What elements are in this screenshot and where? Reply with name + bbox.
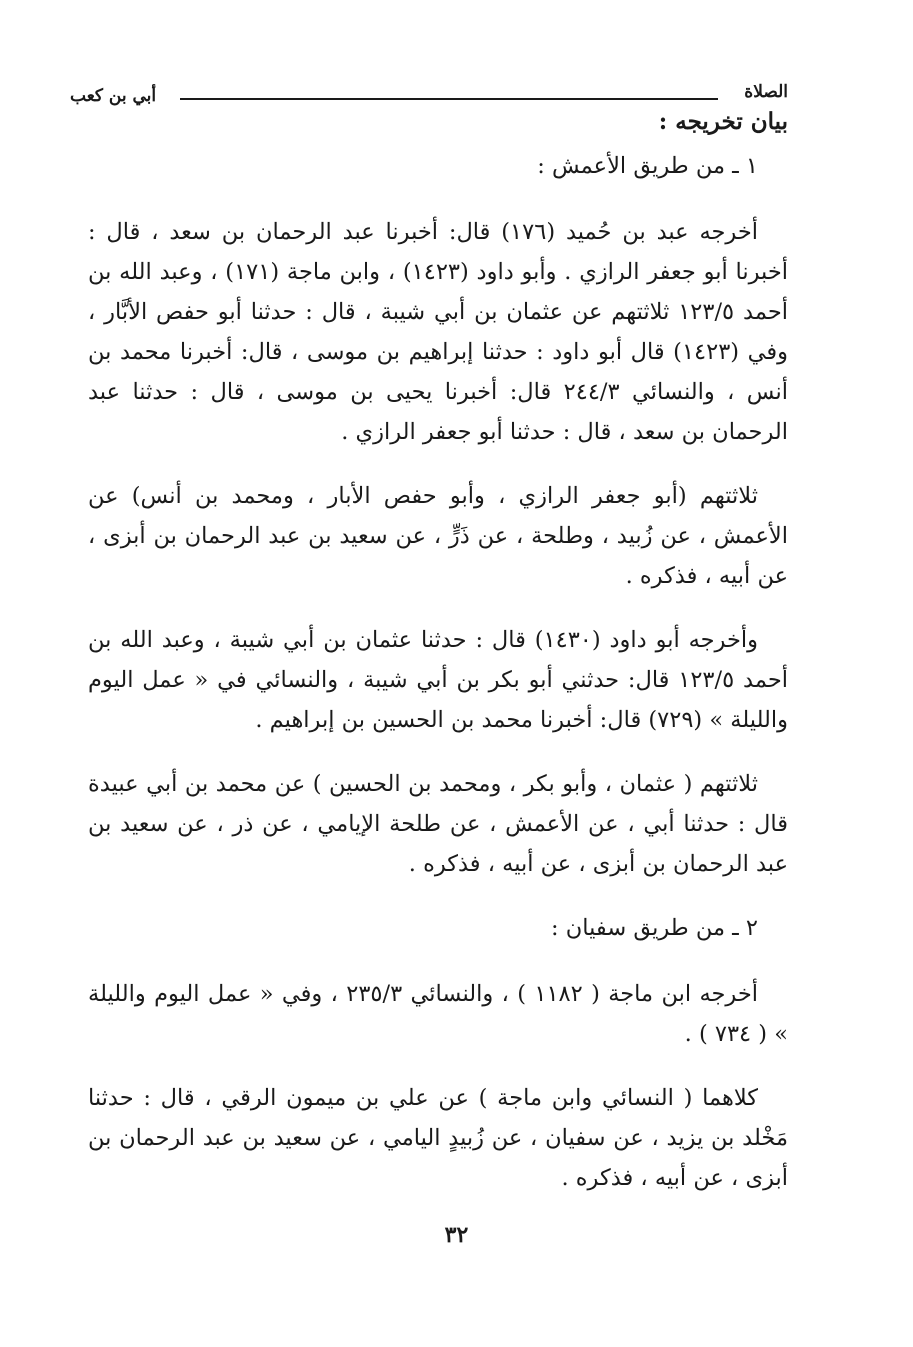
paragraph-6: كلاهما ( النسائي وابن ماجة ) عن علي بن ميمون الرقي ، قال : حدثنا مَخْلد بن يزيد ، عن سفيان ، عن زُبيدٍ اليامي ، عن سعيد بن عبد الرحمان بن أبزى ، عن أبيه ، فذكره . bbox=[88, 1085, 788, 1191]
route-1-heading: ١ ـ من طريق الأعمش : bbox=[537, 153, 758, 179]
paragraph-2: ثلاثتهم (أبو جعفر الرازي ، وأبو حفص الأبار ، ومحمد بن أنس) عن الأعمش ، عن زُبيد ، وطلحة ، عن ذَرٍّ ، عن سعيد بن عبد الرحمان بن أبزى ، عن أبيه ، فذكره . bbox=[88, 483, 788, 589]
book-title: أبي بن كعب bbox=[70, 86, 157, 106]
route-2-heading: ٢ ـ من طريق سفيان : bbox=[551, 915, 758, 941]
body-text bbox=[88, 146, 788, 1222]
paragraph-5: أخرجه ابن ماجة ( ١١٨٢ ) ، والنسائي ٢٣٥/٣ ، وفي « عمل اليوم والليلة » ( ٧٣٤ ) . bbox=[88, 981, 788, 1047]
paragraph-1: أخرجه عبد بن حُميد (١٧٦) قال: أخبرنا عبد الرحمان بن سعد ، قال : أخبرنا أبو جعفر الرازي . وأبو داود (١٤٢٣) ، وابن ماجة (١٧١) ، وعبد الله بن أحمد ١٢٣/٥ ثلاثتهم عن عثمان بن أبي شيبة ، قال : حدثنا أبو حفص الأبَّار ، وفي (١٤٢٣) قال أبو داود : حدثنا إبراهيم بن موسى ، قال: أخبرنا محمد بن أنس ، والنسائي ٢٤٤/٣ قال: أخبرنا يحيى بن موسى ، قال : حدثنا عبد الرحمان بن سعد ، قال : حدثنا أبو جعفر الرازي . bbox=[88, 219, 789, 445]
page-number: ٣٢ bbox=[444, 1222, 469, 1248]
chapter-title: الصلاة bbox=[744, 82, 788, 102]
paragraph-3: وأخرجه أبو داود (١٤٣٠) قال : حدثنا عثمان بن أبي شيبة ، وعبد الله بن أحمد ١٢٣/٥ قال: حدثني أبو بكر بن أبي شيبة ، والنسائي في « عمل اليوم والليلة » (٧٢٩) قال: أخبرنا محمد بن الحسين بن إبراهيم . bbox=[88, 627, 788, 733]
paragraph-4: ثلاثتهم ( عثمان ، وأبو بكر ، ومحمد بن الحسين ) عن محمد بن أبي عبيدة قال : حدثنا أبي ، عن الأعمش ، عن طلحة الإيامي ، عن ذر ، عن سعيد بن عبد الرحمان بن أبزى ، عن أبيه ، فذكره . bbox=[88, 771, 788, 877]
header-rule bbox=[180, 98, 718, 100]
section-heading: بيان تخريجه : bbox=[658, 108, 788, 135]
